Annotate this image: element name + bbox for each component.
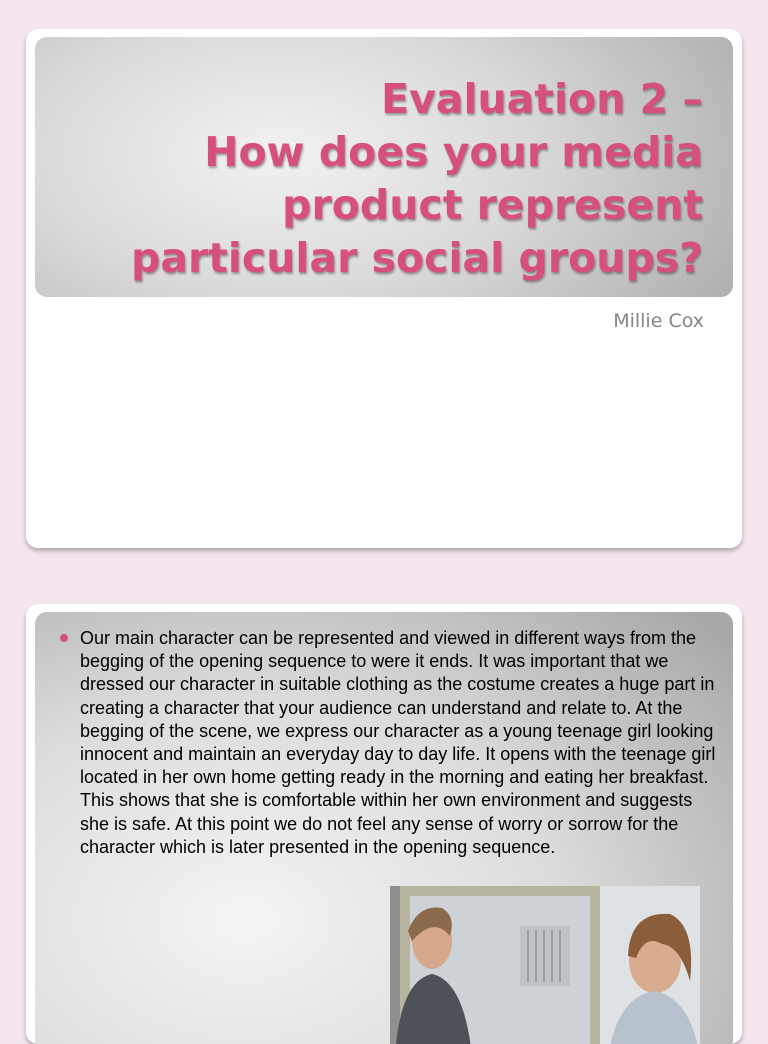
- title-line: How does your media: [204, 128, 703, 176]
- title-panel: [35, 37, 733, 297]
- title-slide: [26, 29, 742, 548]
- bullet-icon: [60, 634, 68, 642]
- content-slide: [26, 604, 742, 1044]
- mirror-photo: [390, 886, 700, 1044]
- author-name: Millie Cox: [613, 310, 704, 332]
- mirror-scene-image: [390, 886, 700, 1044]
- content-panel: [35, 612, 733, 1044]
- title-line: particular social groups?: [131, 234, 703, 282]
- title-line: Evaluation 2 –: [381, 75, 703, 123]
- bullet-text: Our main character can be represented and viewed in different ways from the begging of the opening sequence to were it ends. It was important that we dressed our character in suitable clothing as the costume creates a huge part in creating a character that your audience can understand and relate to. At the begging of the scene, we express our character as a young teenage girl looking innocent and maintain an everyday day to day life. It opens with the teenage girl located in her own home getting ready in the morning and eating her breakfast. This shows that she is comfortable within her own environment and suggests she is safe. At this point we do not feel any sense of worry or sorrow for the character which is later presented in the opening sequence.: [80, 628, 716, 857]
- slide-title: [63, 73, 703, 285]
- title-line: product represent: [282, 181, 703, 229]
